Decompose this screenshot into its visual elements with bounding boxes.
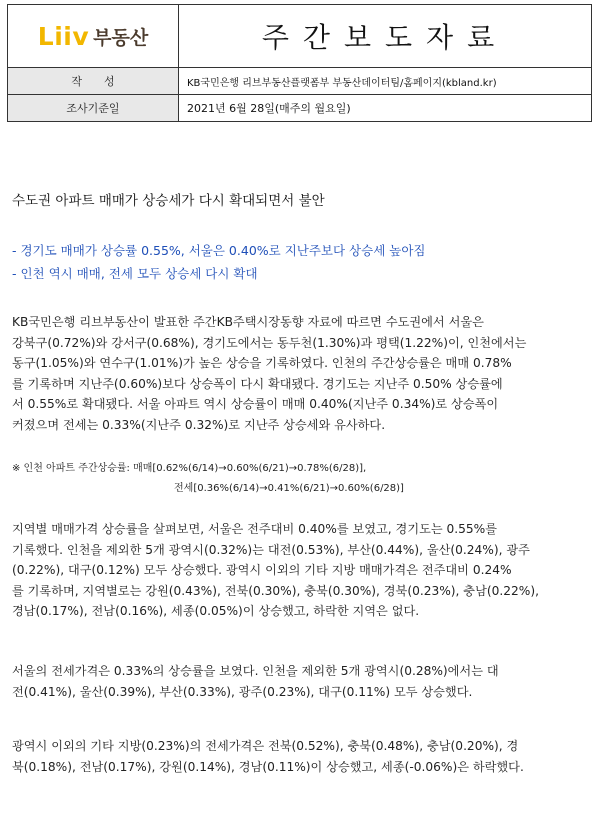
document-title: 주간보도자료	[179, 5, 592, 68]
subheadline-1: - 경기도 매매가 상승률 0.55%, 서울은 0.40%로 지난주보다 상승세 높아짐	[12, 243, 426, 258]
paragraph-line: 서 0.55%로 확대됐다. 서울 아파트 역시 상승률이 매매 0.40%(지난주 0.34%)로 상승폭이	[12, 397, 499, 412]
paragraph-line: 전(0.41%), 울산(0.39%), 부산(0.33%), 광주(0.23%), 대구(0.11%) 모두 상승했다.	[12, 684, 473, 699]
logo-brand: Liiv	[37, 21, 90, 51]
paragraph-line: 를 기록하며, 지역별로는 강원(0.43%), 전북(0.30%), 충북(0.30%), 경북(0.23%), 충남(0.22%),	[12, 583, 539, 598]
paragraph-line: 를 기록하며 지난주(0.60%)보다 상승폭이 다시 확대됐다. 경기도는 지난주 0.50% 상승률에	[12, 376, 503, 391]
headline: 수도권 아파트 매매가 상승세가 다시 확대되면서 불안	[12, 193, 325, 209]
paragraph-line: 기록했다. 인천을 제외한 5개 광역시(0.32%)는 대전(0.53%), 부산(0.44%), 울산(0.24%), 광주	[12, 542, 530, 557]
survey-date-value: 2021년 6월 28일(매주의 월요일)	[179, 95, 592, 122]
paragraph-line: (0.22%), 대구(0.12%) 모두 상승했다. 광역시 이외의 기타 지방 매매가격은 전주대비 0.24%	[12, 563, 512, 578]
paragraph-2	[12, 519, 590, 622]
liiv-logo	[38, 22, 148, 51]
paragraph-4	[12, 736, 590, 777]
paragraph-3	[12, 661, 590, 702]
survey-date-label: 조사기준일	[8, 95, 179, 122]
paragraph-line: 광역시 이외의 기타 지방(0.23%)의 전세가격은 전북(0.52%), 충북(0.48%), 충남(0.20%), 경	[12, 739, 519, 753]
author-value: KB국민은행 리브부동산플랫폼부 부동산데이터팀/홈페이지(kbland.kr)	[179, 68, 592, 95]
paragraph-line: KB국민은행 리브부동산이 발표한 주간KB주택시장동향 자료에 따르면 수도권에서 서울은	[12, 315, 484, 329]
logo-subtitle: 부동산	[93, 26, 149, 49]
paragraph-1	[12, 312, 590, 436]
author-label: 작성	[8, 68, 179, 95]
header-table	[7, 4, 592, 122]
logo-cell	[8, 5, 179, 68]
paragraph-line: 강북구(0.72%)와 강서구(0.68%), 경기도에서는 동두천(1.30%)과 평택(1.22%)이, 인천에서는	[12, 335, 527, 350]
paragraph-line: 동구(1.05%)와 연수구(1.01%)가 높은 상승을 기록하였다. 인천의 주간상승률은 매매 0.78%	[12, 356, 512, 371]
note-line-1: ※ 인천 아파트 주간상승률: 매매[0.62%(6/14)→0.60%(6/21)→0.78%(6/28)],	[12, 463, 367, 474]
paragraph-line: 경남(0.17%), 전남(0.16%), 세종(0.05%)이 상승했고, 하락한 지역은 없다.	[12, 604, 420, 619]
subheadline-2: - 인천 역시 매매, 전세 모두 상승세 다시 확대	[12, 266, 258, 281]
paragraph-line: 지역별 매매가격 상승률을 살펴보면, 서울은 전주대비 0.40%를 보였고, 경기도는 0.55%를	[12, 522, 498, 536]
note-line-2: 전세[0.36%(6/14)→0.41%(6/21)→0.60%(6/28)]	[174, 483, 404, 494]
paragraph-line: 커졌으며 전세는 0.33%(지난주 0.32%)로 지난주 상승세와 유사하다.	[12, 417, 386, 432]
paragraph-line: 북(0.18%), 전남(0.17%), 강원(0.14%), 경남(0.11%)이 상승했고, 세종(-0.06%)은 하락했다.	[12, 759, 524, 774]
paragraph-line: 서울의 전세가격은 0.33%의 상승률을 보였다. 인천을 제외한 5개 광역시(0.28%)에서는 대	[12, 664, 499, 678]
